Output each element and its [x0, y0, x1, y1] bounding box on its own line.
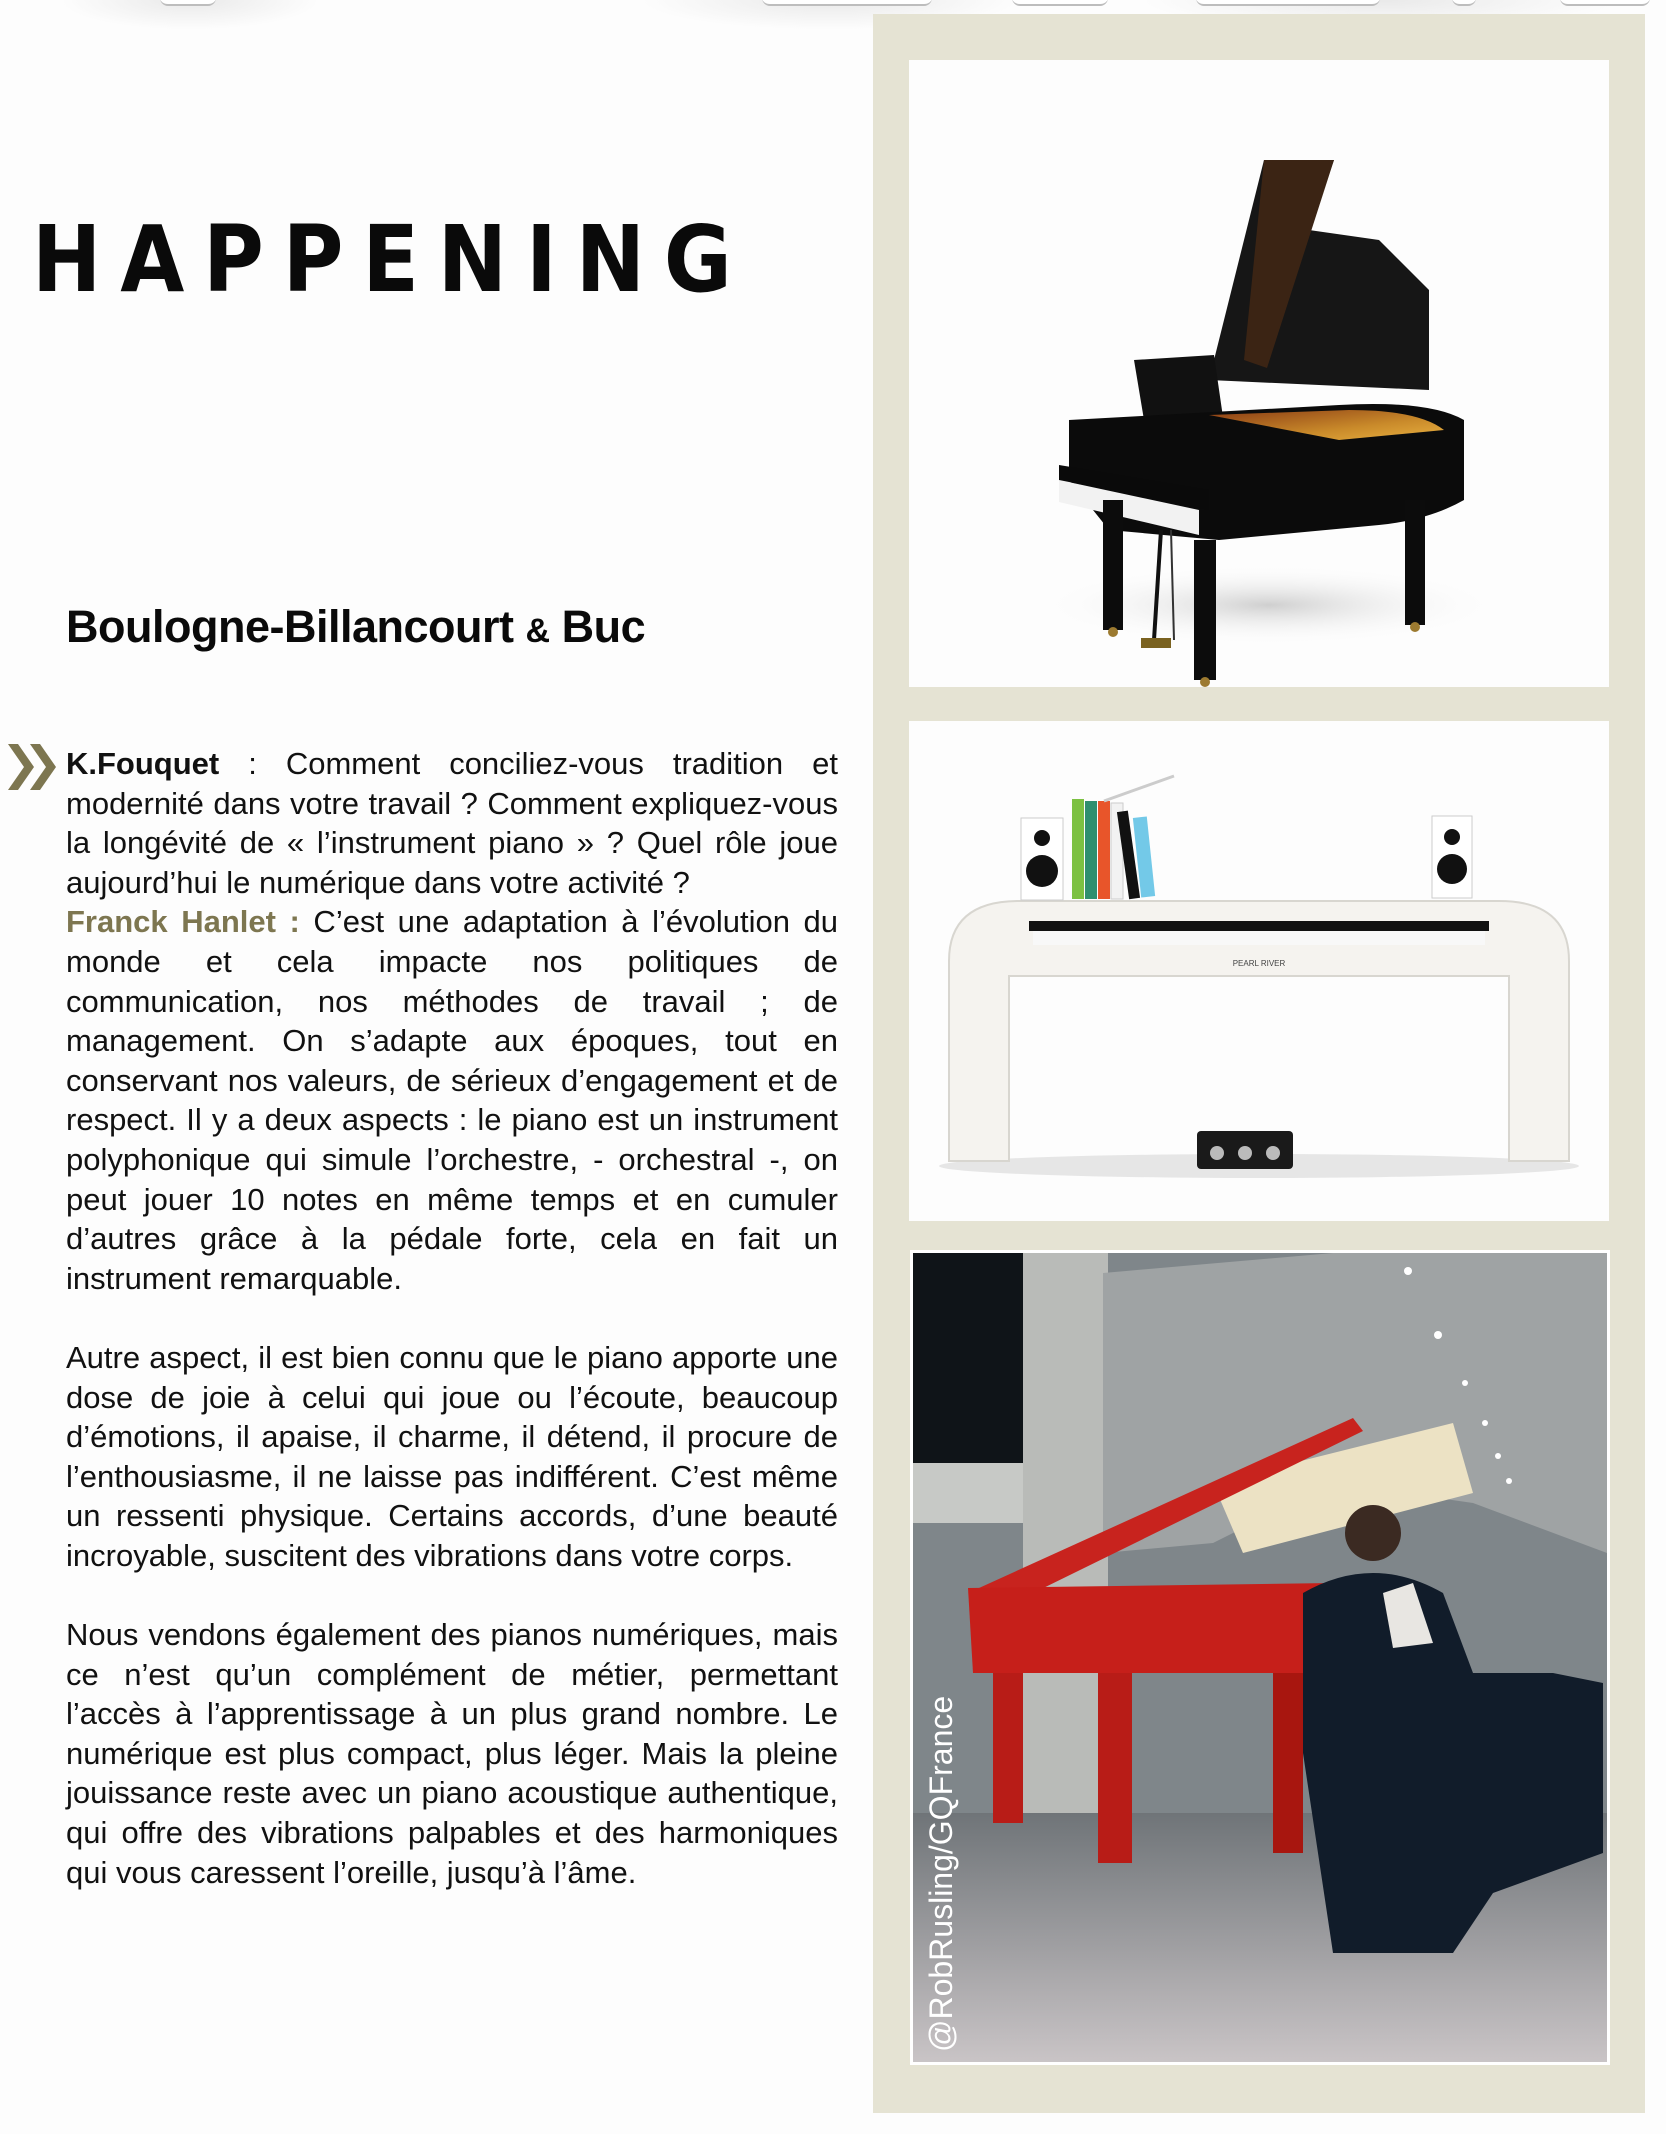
- answer-text: C’est une adaptation à l’évolution du monde et cela impacte nos politiques de communication, nos méthodes de travail ; de management. On s’adapte aux époques, tout en conservant nos valeurs, de sérieux d’engagement et de respect. Il y a deux aspects : le piano est un instrument polyphonique qui simule l’orchestre, - orchestral -, on peut jouer 10 notes en même temps et en cumuler d’autres grâce à la pédale forte, cela en fait un instrument remarquable.: [66, 904, 838, 1296]
- section-heading: HAPPENING: [32, 205, 751, 313]
- subtitle-end: Buc: [561, 601, 646, 652]
- subtitle-main: Boulogne-Billancourt: [66, 601, 514, 652]
- photo-black-grand-piano: [909, 60, 1609, 687]
- interview-paragraph-1: [66, 744, 838, 1298]
- interviewee-name: Franck Hanlet :: [66, 904, 300, 940]
- location-subtitle: [66, 602, 645, 652]
- top-decoration: [762, 0, 932, 6]
- piano-brand-label: PEARL RIVER: [1232, 959, 1286, 968]
- white-digital-piano-illustration: [909, 721, 1609, 1221]
- red-piano-scene-illustration: [913, 1253, 1607, 2062]
- top-decoration: [1560, 0, 1650, 6]
- top-decoration: [1196, 0, 1380, 6]
- interview-paragraph-3: Nous vendons également des pianos numériques, mais ce n’est qu’un complément de métier, permettant l’accès à l’apprentissage à un plus grand nombre. Le numérique est plus compact, plus léger. Mais la pleine jouissance reste avec un piano acoustique authentique, qui offre des vibrations palpables et des harmoniques qui vous caressent l’oreille, jusqu’à l’âme.: [66, 1617, 838, 1890]
- interview-paragraph-2: Autre aspect, il est bien connu que le piano apporte une dose de joie à celui qui joue ou l’écoute, beaucoup d’émotions, il apaise, il charme, il détend, il procure de l’enthousiasme, il ne laisse pas indifférent. C’est même un ressenti physique. Certains accords, d’une beauté incroyable, suscitent des vibrations dans votre corps.: [66, 1339, 838, 1573]
- double-chevron-icon: [6, 742, 66, 792]
- question-text: : Comment conciliez-vous tradition et modernité dans votre travail ? Comment expliquez-vous la longévité de « l’instrument piano » ? Quel rôle joue aujourd’hui le numérique dans votre activité ?: [66, 746, 838, 900]
- top-decoration: [160, 0, 216, 6]
- photo-white-digital-piano: [909, 721, 1609, 1221]
- red-piano-photo: @RobRusling/GQFrance: [913, 1253, 1607, 2062]
- top-decoration: [1012, 0, 1108, 6]
- interviewer-name: K.Fouquet: [66, 746, 220, 781]
- black-grand-piano-illustration: [909, 60, 1609, 687]
- photo-red-grand-piano: [910, 1250, 1610, 2065]
- interview-article: [66, 744, 838, 1892]
- subtitle-ampersand: &: [525, 612, 550, 650]
